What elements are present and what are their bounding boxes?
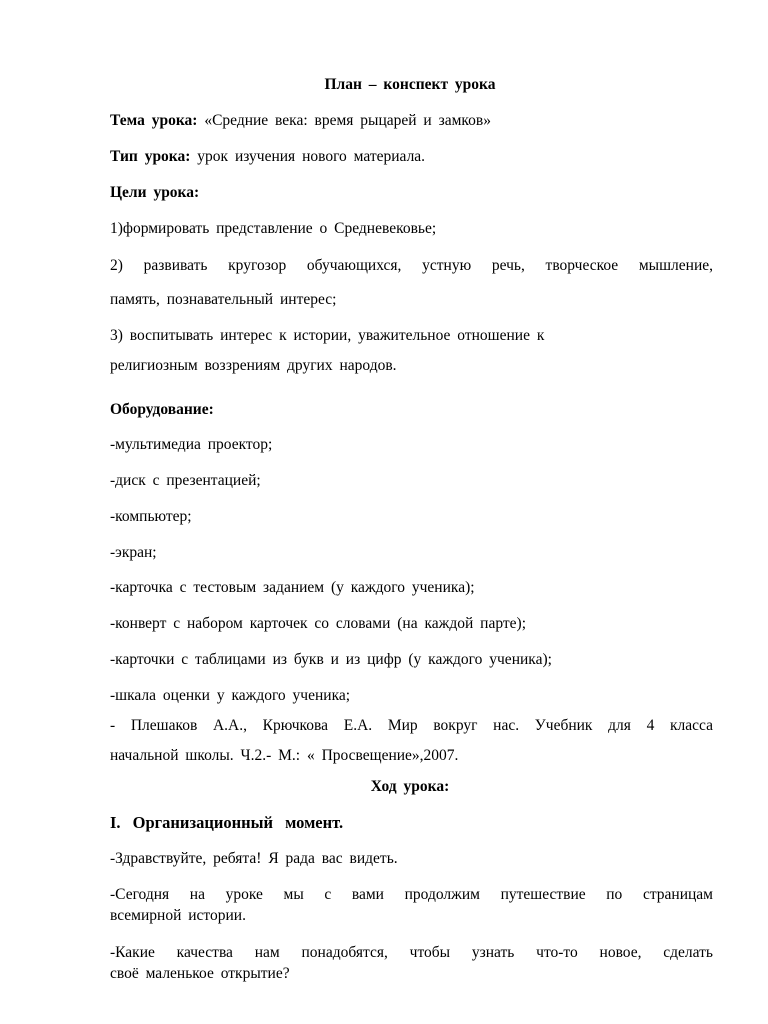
- document-title: План – конспект урока: [324, 76, 496, 93]
- equipment-item: -карточка с тестовым заданием (у каждого ученика);: [110, 579, 475, 596]
- goal-item: память, познавательный интерес;: [110, 291, 337, 308]
- lesson-topic: [110, 111, 491, 131]
- lesson-type-value: урок изучения нового материала.: [197, 148, 426, 165]
- equipment-heading: Оборудование:: [110, 401, 214, 418]
- course-line: -Какие качества нам понадобятся, чтобы узнать что-то новое, сделать: [110, 944, 713, 961]
- goals-heading: Цели урока:: [110, 184, 200, 201]
- course-line: всемирной истории.: [110, 907, 246, 924]
- course-line: -Сегодня на уроке мы с вами продолжим путешествие по страницам: [110, 886, 713, 903]
- course-line: своё маленькое открытие?: [110, 965, 290, 982]
- goal-item: 3) воспитывать интерес к истории, уважительное отношение к: [110, 327, 545, 344]
- equipment-item: - Плешаков А.А., Крючкова Е.А. Мир вокруг нас. Учебник для 4 класса: [110, 717, 713, 734]
- equipment-item: -шкала оценки у каждого ученика;: [110, 687, 351, 704]
- equipment-item: -экран;: [110, 544, 157, 561]
- equipment-item: -конверт с набором карточек со словами (на каждой парте);: [110, 615, 527, 632]
- equipment-item: -карточки с таблицами из букв и из цифр (у каждого ученика);: [110, 651, 552, 668]
- lesson-topic-label: Тема урока:: [110, 112, 198, 129]
- equipment-item: начальной школы. Ч.2.- М.: « Просвещение»,2007.: [110, 747, 459, 764]
- goal-item: 2) развивать кругозор обучающихся, устную речь, творческое мышление,: [110, 257, 713, 274]
- equipment-item: -мультимедиа проектор;: [110, 436, 273, 453]
- equipment-item: -диск с презентацией;: [110, 472, 261, 489]
- course-line: -Здравствуйте, ребята! Я рада вас видеть.: [110, 850, 398, 867]
- goal-item: религиозным воззрениям других народов.: [110, 357, 397, 374]
- lesson-type-label: Тип урока:: [110, 148, 191, 165]
- section-heading: I. Организационный момент.: [110, 813, 344, 832]
- goal-item: 1)формировать представление о Средневековье;: [110, 220, 437, 237]
- lesson-type: [110, 147, 425, 167]
- course-heading: Ход урока:: [370, 778, 450, 795]
- lesson-topic-value: «Средние века: время рыцарей и замков»: [204, 112, 491, 129]
- equipment-item: -компьютер;: [110, 508, 192, 525]
